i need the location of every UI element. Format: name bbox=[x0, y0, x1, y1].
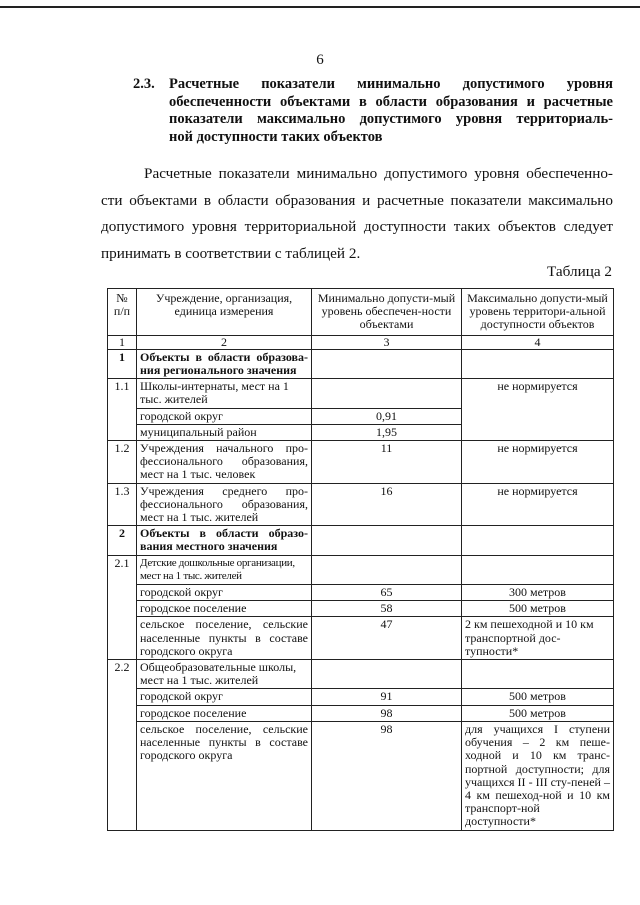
row-max: не нормируется bbox=[462, 379, 614, 441]
row-min bbox=[312, 555, 462, 584]
table-subrow bbox=[108, 585, 614, 601]
subrow-min: 1,95 bbox=[312, 424, 462, 440]
table-subrow bbox=[108, 721, 614, 830]
subrow-min: 65 bbox=[312, 585, 462, 601]
column-number-row bbox=[108, 335, 614, 349]
top-rule bbox=[0, 6, 640, 8]
subrow-name: сельское поселение, сельские населенные пункты в составе городского округа bbox=[137, 721, 312, 830]
row-name: Общеобразовательные школы, мест на 1 тыс. жителей bbox=[137, 660, 312, 689]
row-min bbox=[312, 526, 462, 555]
row-name: Детские дошкольные организации, мест на 1 тыс. жителей bbox=[137, 555, 312, 584]
column-number: 4 bbox=[462, 335, 614, 349]
subrow-max: 300 метров bbox=[462, 585, 614, 601]
header-cell-institution: Учреждение, организация, единица измерения bbox=[137, 289, 312, 336]
table-subrow bbox=[108, 689, 614, 705]
subrow-min: 47 bbox=[312, 617, 462, 660]
row-name: Школы-интернаты, мест на 1 тыс. жителей bbox=[137, 379, 312, 408]
row-name: Учреждения среднего про-фессионального образования, мест на 1 тыс. жителей bbox=[137, 483, 312, 526]
subrow-max: 500 метров bbox=[462, 689, 614, 705]
paragraph-line: допустимого уровня территориальной доступности таких объектов следует bbox=[101, 218, 613, 235]
page-number: 6 bbox=[316, 52, 324, 68]
row-number: 2.2 bbox=[108, 660, 137, 830]
header-cell-num: № п/п bbox=[108, 289, 137, 336]
subrow-name: сельское поселение, сельские населенные пункты в составе городского округа bbox=[137, 617, 312, 660]
row-min: 16 bbox=[312, 483, 462, 526]
table-caption: Таблица 2 bbox=[547, 263, 612, 280]
body-paragraph bbox=[101, 161, 613, 267]
paragraph-line: Расчетные показатели минимально допустимого уровня обеспеченно- bbox=[144, 165, 613, 182]
subrow-name: городское поселение bbox=[137, 705, 312, 721]
table-row bbox=[108, 379, 614, 408]
row-max: не нормируется bbox=[462, 441, 614, 484]
subrow-max: 500 метров bbox=[462, 705, 614, 721]
subrow-min: 98 bbox=[312, 705, 462, 721]
row-number: 1 bbox=[108, 349, 137, 378]
row-number: 1.2 bbox=[108, 441, 137, 484]
row-min bbox=[312, 660, 462, 689]
column-number: 2 bbox=[137, 335, 312, 349]
subrow-max: для учащихся I ступени обучения – 2 км пеше-ходной и 10 км транс-портной доступности; для учащихся II - III сту-пеней – 4 км пешеход-ной и 10 км транспорт-ной доступности* bbox=[462, 721, 614, 830]
column-number: 3 bbox=[312, 335, 462, 349]
subrow-min: 91 bbox=[312, 689, 462, 705]
heading-line: обеспеченности объектами в области образования и расчетные bbox=[169, 93, 613, 110]
row-max bbox=[462, 526, 614, 555]
table-subrow bbox=[108, 601, 614, 617]
paragraph-line: сти объектами в области образования и расчетные показатели максимально bbox=[101, 191, 613, 209]
header-cell-min-level: Минимально допусти-мый уровень обеспечен-ности объектами bbox=[312, 289, 462, 336]
header-cell-max-access: Максимально допусти-мый уровень территори-альной доступности объектов bbox=[462, 289, 614, 336]
subrow-min: 98 bbox=[312, 721, 462, 830]
table-row bbox=[108, 483, 614, 526]
subrow-name: муниципальный район bbox=[137, 424, 312, 440]
section-number: 2.3. bbox=[133, 76, 155, 92]
table-row bbox=[108, 441, 614, 484]
table-header-row bbox=[108, 289, 614, 336]
row-max bbox=[462, 660, 614, 689]
row-number: 1.3 bbox=[108, 483, 137, 526]
heading-line: ной доступности таких объектов bbox=[169, 128, 383, 145]
subrow-max: 2 км пешеходной и 10 км транспортной дос-тупности* bbox=[462, 617, 614, 660]
row-number: 2 bbox=[108, 526, 137, 555]
subrow-name: городской округ bbox=[137, 408, 312, 424]
table-subrow bbox=[108, 617, 614, 660]
row-number: 1.1 bbox=[108, 379, 137, 441]
heading-line: Расчетные показатели минимально допустимого уровня bbox=[169, 76, 613, 92]
subrow-name: городское поселение bbox=[137, 601, 312, 617]
standards-table bbox=[107, 288, 614, 831]
row-max bbox=[462, 555, 614, 584]
heading-line: показатели максимально допустимого уровня территориаль- bbox=[169, 111, 613, 127]
section-heading bbox=[133, 76, 613, 146]
table-row bbox=[108, 660, 614, 689]
subrow-max: 500 метров bbox=[462, 601, 614, 617]
row-min bbox=[312, 349, 462, 378]
column-number: 1 bbox=[108, 335, 137, 349]
table-row bbox=[108, 526, 614, 555]
table-row bbox=[108, 349, 614, 378]
subrow-min: 58 bbox=[312, 601, 462, 617]
row-number: 2.1 bbox=[108, 555, 137, 659]
paragraph-line: принимать в соответствии с таблицей 2. bbox=[101, 244, 361, 262]
row-name: Объекты в области образо-вания местного значения bbox=[137, 526, 312, 555]
subrow-name: городской округ bbox=[137, 689, 312, 705]
subrow-name: городской округ bbox=[137, 585, 312, 601]
subrow-min: 0,91 bbox=[312, 408, 462, 424]
row-min bbox=[312, 379, 462, 408]
row-name: Объекты в области образова-ния регионального значения bbox=[137, 349, 312, 378]
row-max bbox=[462, 349, 614, 378]
table-subrow bbox=[108, 705, 614, 721]
row-max: не нормируется bbox=[462, 483, 614, 526]
table-row bbox=[108, 555, 614, 584]
row-name: Учреждения начального про-фессионального образования, мест на 1 тыс. человек bbox=[137, 441, 312, 484]
row-min: 11 bbox=[312, 441, 462, 484]
